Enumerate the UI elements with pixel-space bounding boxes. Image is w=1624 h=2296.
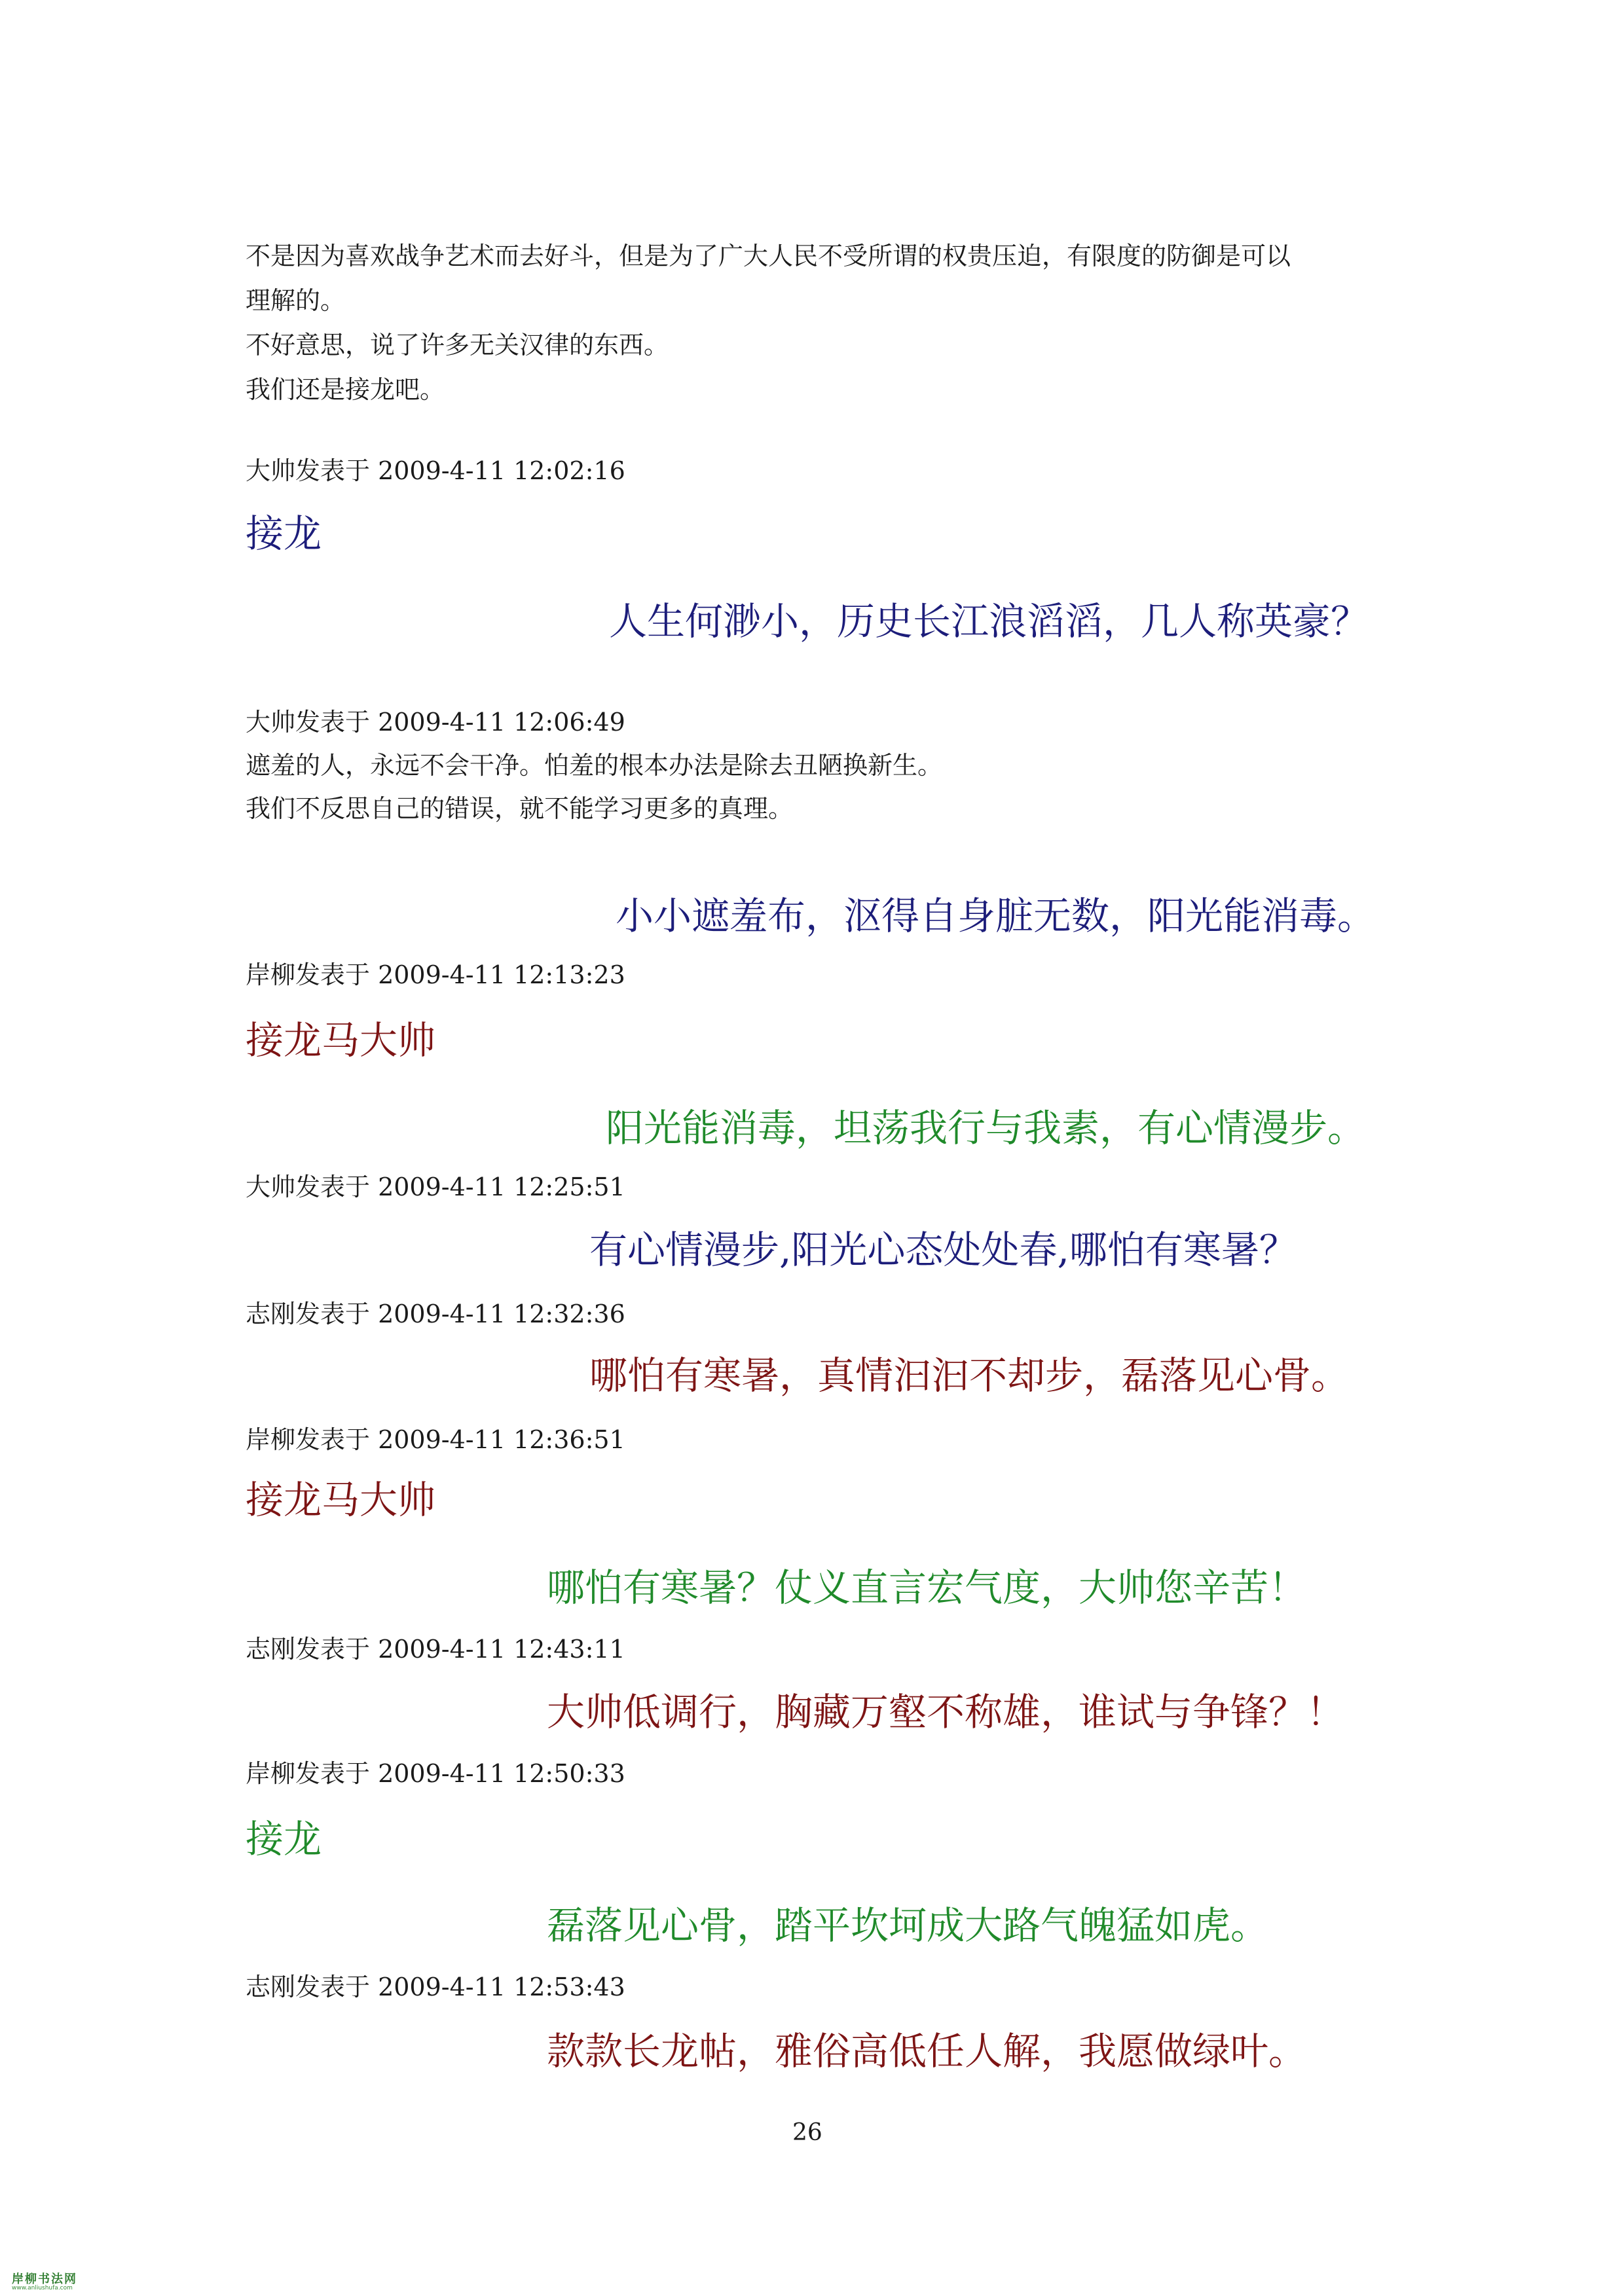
post-meta: 岸柳发表于 2009-4-11 12:50:33 — [246, 1759, 625, 1788]
post-heading: 接龙 — [246, 511, 322, 556]
post-verse: 款款长龙帖，雅俗高低任人解，我愿做绿叶。 — [547, 2029, 1307, 2073]
post-body-line-2: 我们不反思自己的错误，就不能学习更多的真理。 — [246, 794, 794, 823]
intro-line-2: 理解的。 — [246, 286, 346, 315]
post-verse: 哪怕有寒暑，真情汩汩不却步，磊落见心骨。 — [589, 1353, 1350, 1398]
post-heading: 接龙马大帅 — [246, 1478, 436, 1522]
post-meta: 大帅发表于 2009-4-11 12:02:16 — [246, 456, 625, 485]
post-heading: 接龙 — [246, 1817, 322, 1861]
post-meta: 岸柳发表于 2009-4-11 12:36:51 — [246, 1425, 625, 1454]
post-body-line-1: 遮羞的人，永远不会干净。怕羞的根本办法是除去丑陋换新生。 — [246, 751, 943, 780]
intro-line-4: 我们还是接龙吧。 — [246, 375, 445, 404]
post-verse: 大帅低调行，胸藏万壑不称雄，谁试与争锋？！ — [547, 1690, 1345, 1734]
logo-text: 岸柳书法网 — [12, 2272, 77, 2286]
post-meta: 大帅发表于 2009-4-11 12:06:49 — [246, 708, 625, 737]
post-verse: 哪怕有寒暑？仗义直言宏气度，大帅您辛苦！ — [547, 1565, 1307, 1610]
post-verse: 有心情漫步,阳光心态处处春,哪怕有寒暑？ — [589, 1228, 1297, 1272]
post-meta: 志刚发表于 2009-4-11 12:53:43 — [246, 1973, 625, 2001]
post-verse: 人生何渺小，历史长江浪滔滔，几人称英豪？ — [609, 599, 1369, 644]
page-number: 26 — [792, 2119, 822, 2146]
post-heading: 接龙马大帅 — [246, 1018, 436, 1063]
post-meta: 志刚发表于 2009-4-11 12:43:11 — [246, 1635, 625, 1664]
site-logo — [8, 2272, 81, 2293]
intro-line-1: 不是因为喜欢战争艺术而去好斗，但是为了广大人民不受所谓的权贵压迫，有限度的防御是可以 — [246, 242, 1291, 270]
post-meta: 大帅发表于 2009-4-11 12:25:51 — [246, 1173, 625, 1201]
post-verse: 磊落见心骨，踏平坎坷成大路气魄猛如虎。 — [547, 1903, 1269, 1948]
intro-line-3: 不好意思，说了许多无关汉律的东西。 — [246, 331, 669, 359]
logo-url: www.anliushufa.com — [12, 2284, 73, 2291]
post-meta: 志刚发表于 2009-4-11 12:32:36 — [246, 1300, 625, 1328]
post-verse: 小小遮羞布，沤得自身脏无数，阳光能消毒。 — [616, 894, 1376, 938]
post-meta: 岸柳发表于 2009-4-11 12:13:23 — [246, 960, 625, 989]
post-verse: 阳光能消毒，坦荡我行与我素，有心情漫步。 — [606, 1106, 1366, 1150]
